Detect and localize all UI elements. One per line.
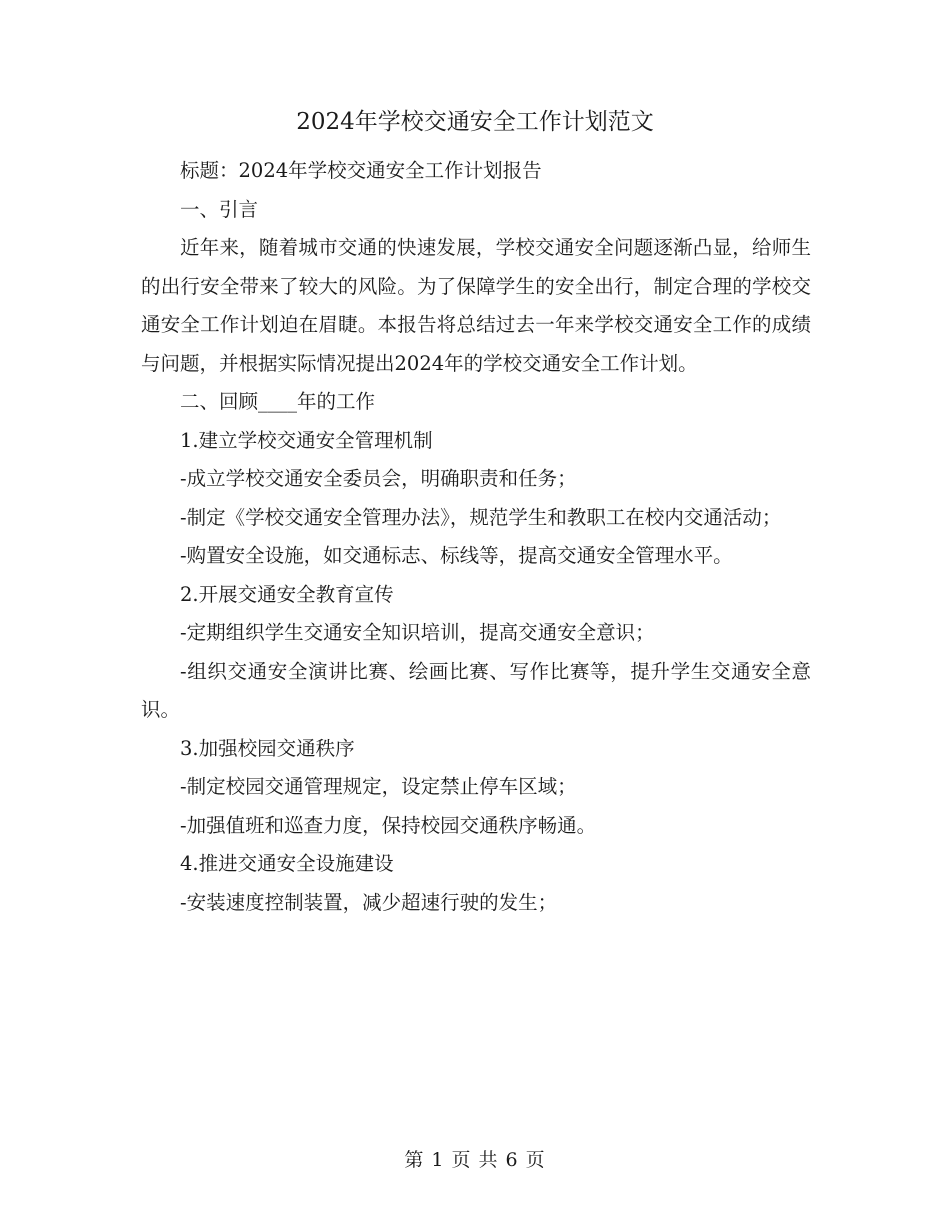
list-item: -制定《学校交通安全管理办法》，规范学生和教职工在校内交通活动； [180,505,782,529]
subheading-campus-order: 3.加强校园交通秩序 [180,736,355,760]
section-heading-review: 二、回顾____年的工作 [180,390,376,413]
list-item: -加强值班和巡查力度，保持校园交通秩序畅通。 [180,813,597,837]
list-item: -定期组织学生交通安全知识培训，提高交通安全意识； [180,621,655,644]
list-item: -成立学校交通安全委员会，明确职责和任务； [180,467,577,490]
paragraph-report-title: 标题：2024年学校交通安全工作计划报告 [180,159,542,182]
page-number-footer: 第 1 页 共 6 页 [404,1149,546,1171]
document-body [141,152,811,922]
subheading-facility-construction: 4.推进交通安全设施建设 [180,852,394,875]
subheading-management-mechanism: 1.建立学校交通安全管理机制 [180,428,433,452]
list-item: -安装速度控制装置，减少超速行驶的发生； [180,890,558,914]
document-title: 2024年学校交通安全工作计划范文 [296,109,654,135]
list-item: -制定校园交通管理规定，设定禁止停车区域； [180,775,577,798]
paragraph-introduction: 近年来，随着城市交通的快速发展，学校交通安全问题逐渐凸显，给师生的出行安全带来了较大的风险。为了保障学生的安全出行，制定合理的学校交通安全工作计划迫在眉睫。本报告将总结过去一年来学校交通安全工作的成绩与问题，并根据实际情况提出2024年的学校交通安全工作计划。 [141,236,811,375]
list-item: -组织交通安全演讲比赛、绘画比赛、写作比赛等，提升学生交通安全意识。 [141,659,811,721]
section-heading-introduction: 一、引言 [180,197,259,221]
list-item: -购置安全设施，如交通标志、标线等，提高交通安全管理水平。 [180,544,733,567]
subheading-education-publicity: 2.开展交通安全教育宣传 [180,582,394,606]
